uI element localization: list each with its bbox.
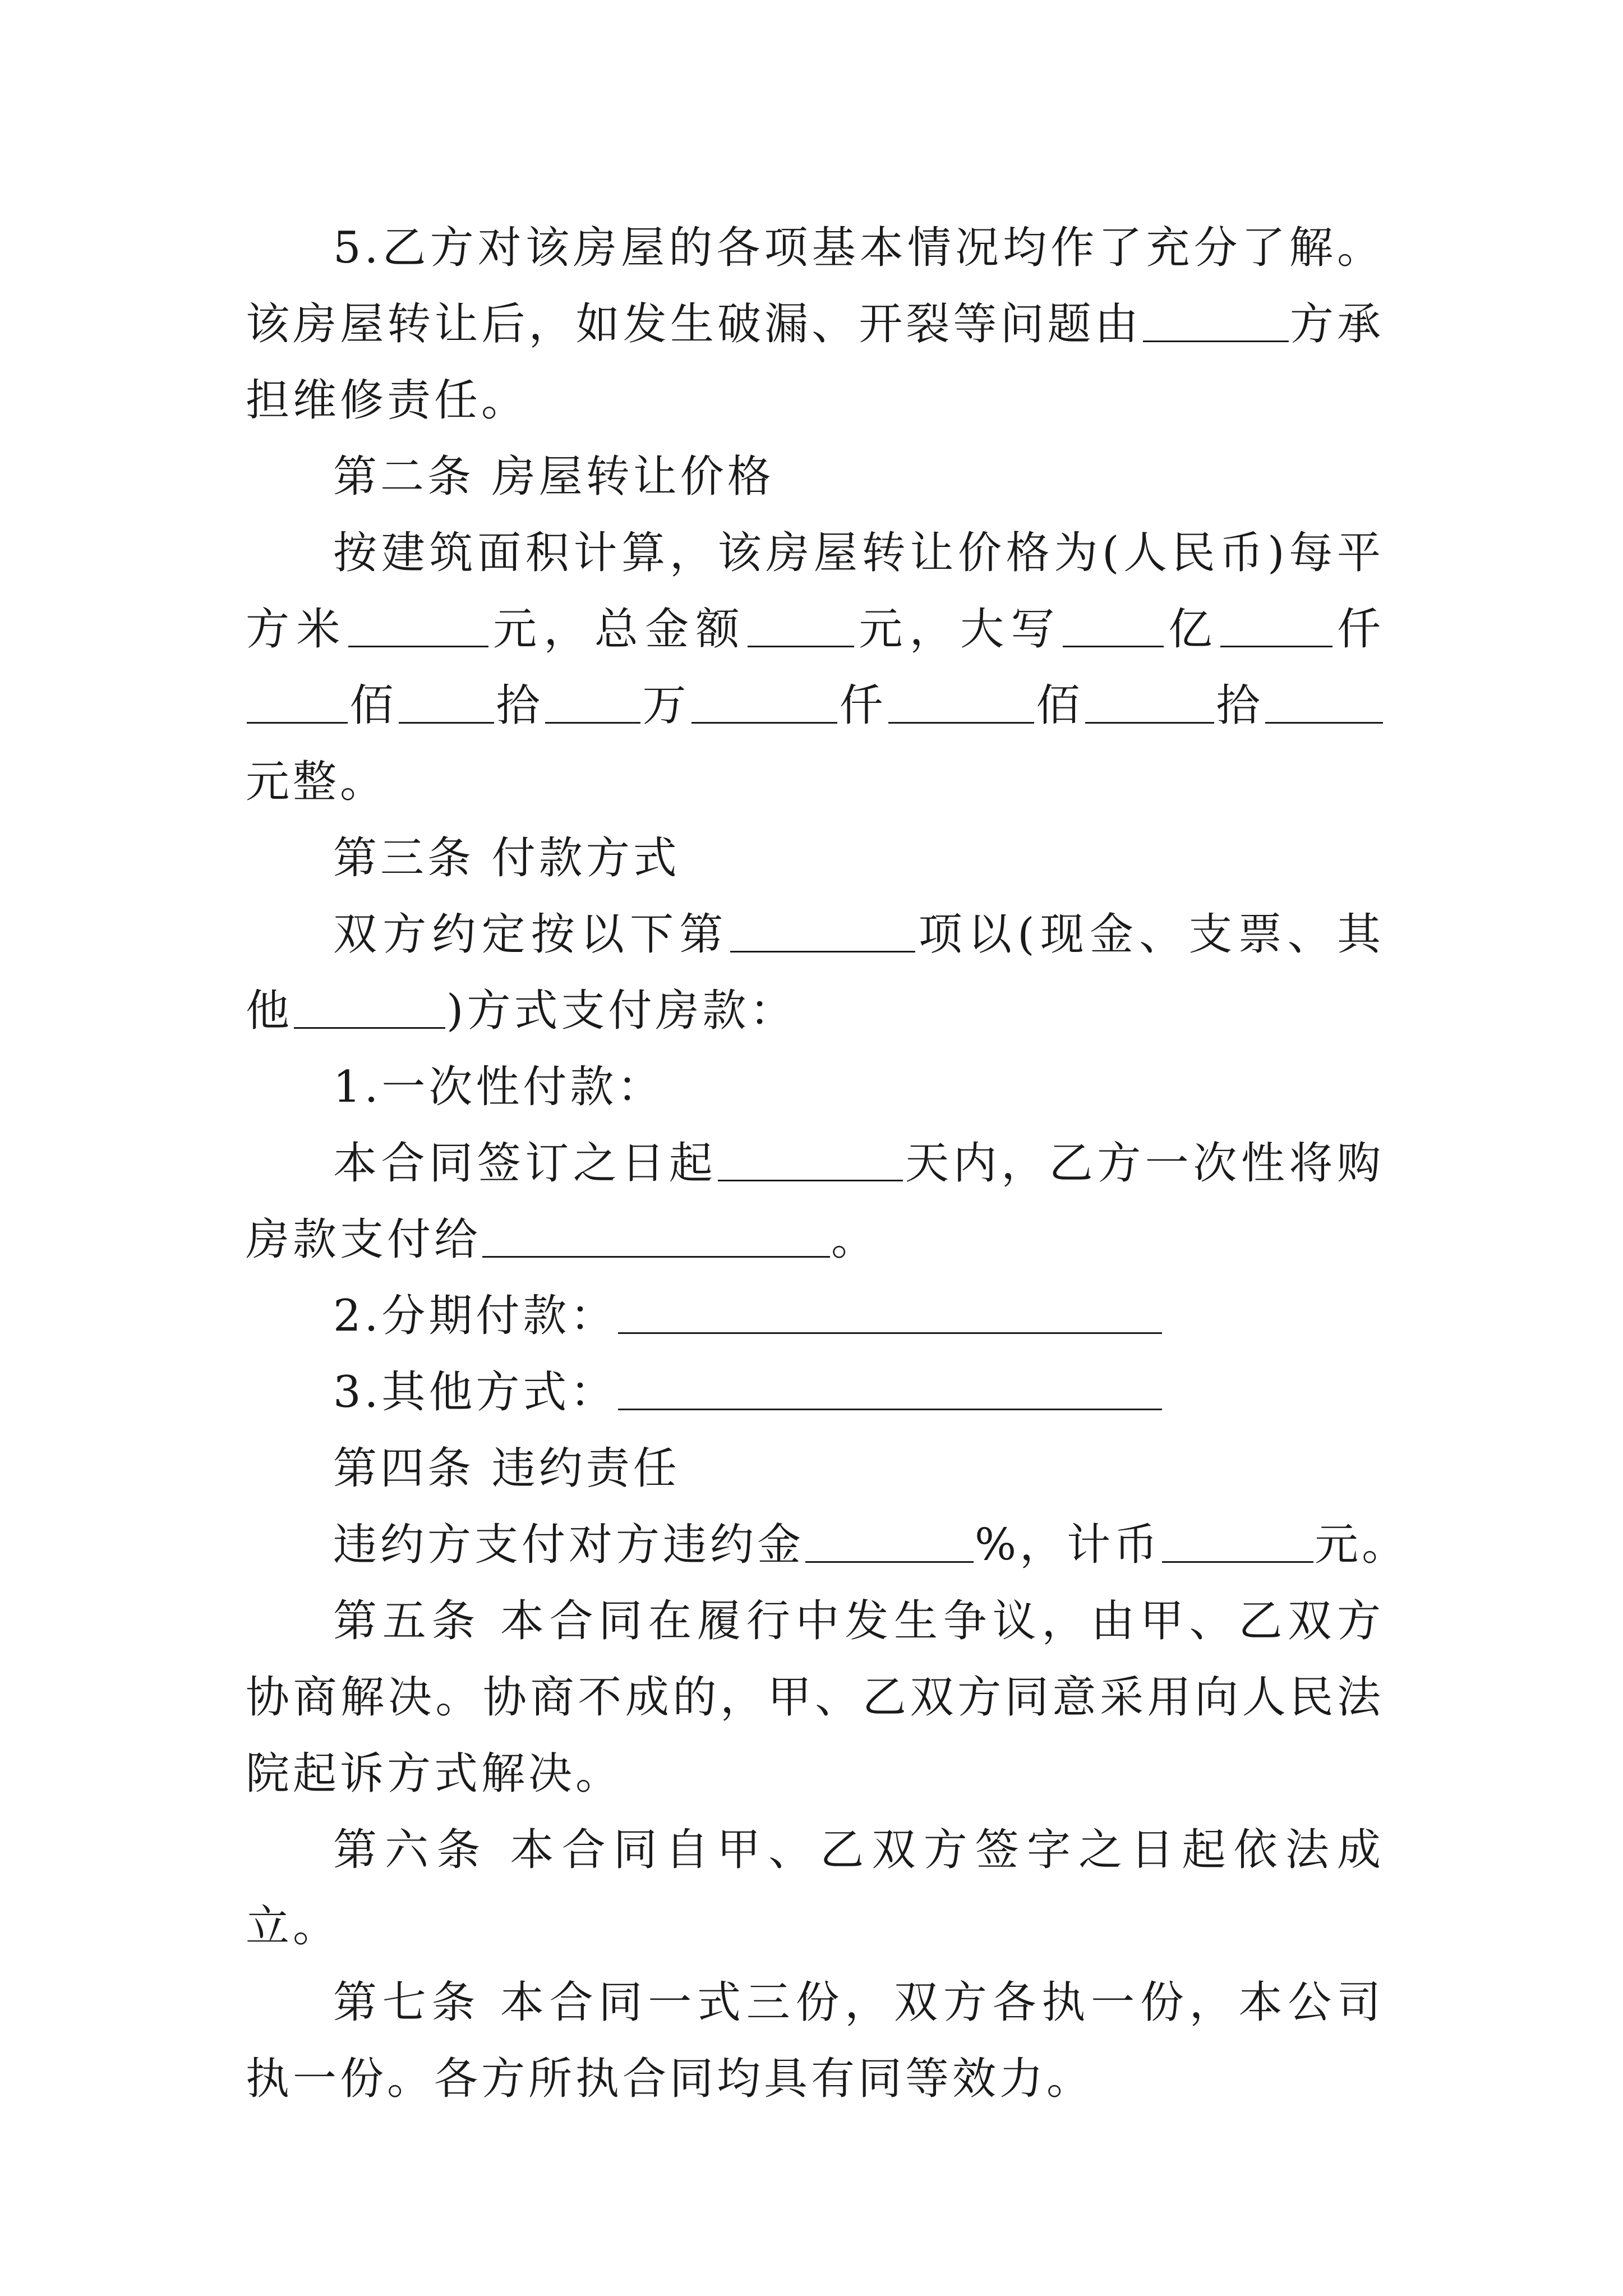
- article-5: 第五条 本合同在履行中发生争议，由甲、乙双方协商解决。协商不成的，甲、乙双方同意采用向人民法院起诉方式解决。: [246, 1596, 1384, 1799]
- article-2-price: [246, 515, 1384, 820]
- payee-blank[interactable]: [482, 1217, 830, 1258]
- article-7: 第七条 本合同一式三份，双方各执一份，本公司执一份。各方所执合同均具有同等效力。: [246, 1977, 1384, 2104]
- item1-text: 本合同签订之日起: [333, 1138, 717, 1189]
- other-method-blank[interactable]: [294, 988, 445, 1029]
- penalty-percent-blank[interactable]: [805, 1522, 974, 1563]
- clause-1-5-text: 5.乙方对该房屋的各项基本情况均作了充分了解。该房屋转让后，如发生破漏、开裂等问题由: [246, 223, 1384, 349]
- unit-wan: 万: [642, 680, 690, 731]
- unit-yuan: 元: [246, 757, 293, 807]
- total-label: 元，总金额: [489, 604, 746, 655]
- penalty-text: 违约方支付对方违约金: [333, 1520, 805, 1570]
- repair-party-blank[interactable]: [1143, 301, 1289, 342]
- item2-label: 2.分期付款：: [333, 1291, 617, 1341]
- article-6: 第六条 本合同自甲、乙双方签字之日起依法成立。: [246, 1825, 1384, 1952]
- method-text: 双方约定按以下第: [333, 909, 729, 960]
- item-number-blank[interactable]: [730, 912, 915, 953]
- item1-end: 。: [831, 1214, 879, 1265]
- capital-label: 元，大写: [855, 604, 1062, 655]
- penalty-end: 元。: [1315, 1520, 1409, 1570]
- shi2-blank[interactable]: [1265, 683, 1383, 724]
- days-blank[interactable]: [718, 1140, 903, 1181]
- method-options: 项以(现金、支票、其他: [246, 909, 1384, 1036]
- unit-shi-2: 拾: [1215, 680, 1264, 731]
- unit-qian-2: 仟: [838, 680, 887, 731]
- penalty-amount-blank[interactable]: [1162, 1522, 1313, 1563]
- unit-bai-2: 佰: [1035, 680, 1084, 731]
- shi1-blank[interactable]: [545, 683, 640, 724]
- unit-qian: 仟: [1333, 604, 1384, 655]
- payment-item-1: [246, 1125, 1384, 1278]
- clause-1-5: [246, 210, 1384, 439]
- bai1-blank[interactable]: [399, 683, 494, 724]
- installment-blank[interactable]: [618, 1293, 1162, 1334]
- clause-1-5-text-end: 方承担维修责任。: [246, 299, 1384, 426]
- method-end: )方式支付房款：: [446, 986, 797, 1036]
- qian2-blank[interactable]: [888, 683, 1034, 724]
- qian1-blank[interactable]: [1220, 606, 1332, 647]
- total-amount-blank[interactable]: [748, 606, 854, 647]
- payment-item-1-title: 1.一次性付款：: [333, 1062, 665, 1112]
- wan-blank[interactable]: [691, 683, 837, 724]
- unit-zheng: 整。: [293, 757, 388, 807]
- unit-price-blank[interactable]: [348, 606, 488, 647]
- unit-bai: 佰: [349, 680, 398, 731]
- article-3-heading: 第三条 付款方式: [333, 833, 680, 884]
- item1-text-mid: 天内，乙方一次性将购房款支付给: [246, 1138, 1384, 1265]
- payment-item-2: [246, 1278, 1384, 1354]
- bai1-blank-a[interactable]: [247, 683, 348, 724]
- other-payment-blank[interactable]: [618, 1369, 1162, 1410]
- penalty-percent: %，计币: [975, 1520, 1161, 1570]
- item3-label: 3.其他方式：: [333, 1367, 617, 1418]
- yi-blank[interactable]: [1063, 606, 1164, 647]
- article-3-method: [246, 896, 1384, 1049]
- article-4-heading: 第四条 违约责任: [333, 1443, 680, 1494]
- article-2-heading: 第二条 房屋转让价格: [333, 452, 774, 502]
- price-text: 按建筑面积计算，该房屋转让价格为(人民币)每平方米: [246, 528, 1384, 655]
- contract-body: [246, 210, 1409, 2117]
- bai2-blank[interactable]: [1085, 683, 1214, 724]
- unit-yi: 亿: [1164, 604, 1219, 655]
- unit-shi: 拾: [495, 680, 544, 731]
- article-4-penalty: [246, 1507, 1409, 1583]
- payment-item-3: [246, 1354, 1384, 1430]
